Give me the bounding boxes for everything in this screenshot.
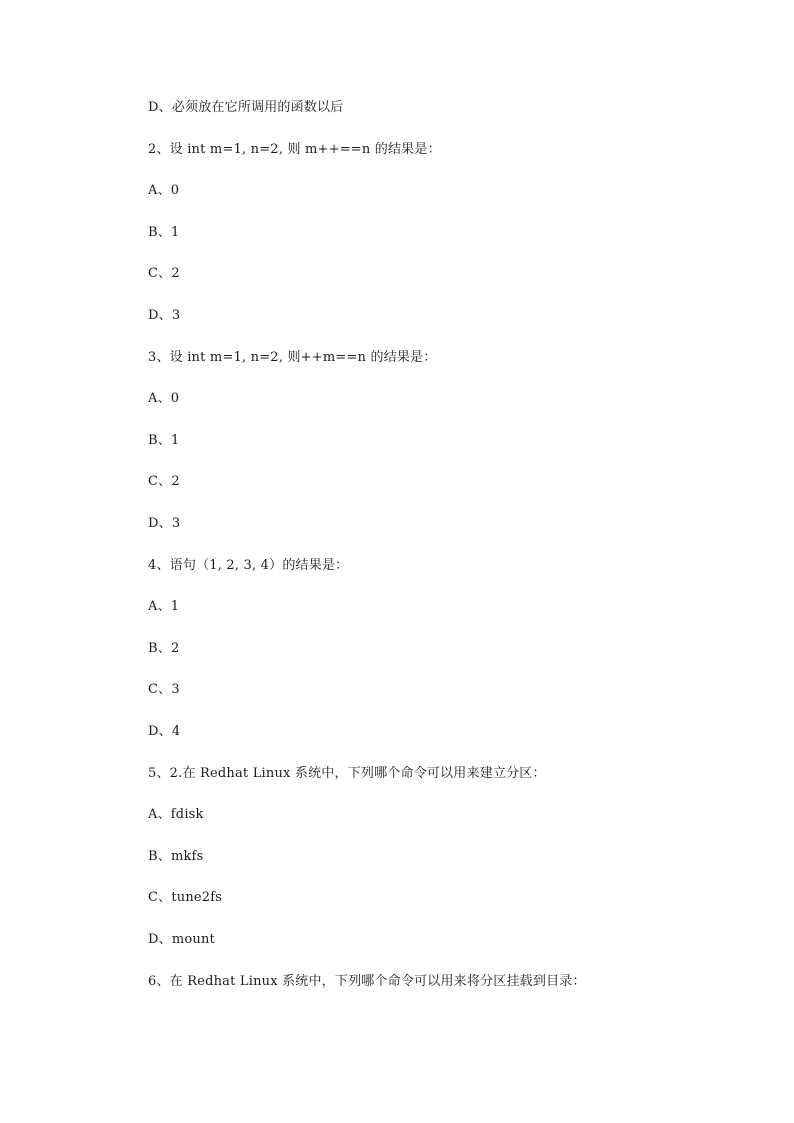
option-c-q4: C、3	[148, 682, 180, 697]
option-d-q4: D、4	[148, 724, 181, 739]
option-a-q3: A、0	[148, 391, 180, 406]
option-c-q2: C、2	[148, 266, 180, 281]
option-b-q5: B、mkfs	[148, 849, 204, 864]
option-a-q4: A、1	[148, 599, 180, 614]
option-c-q3: C、2	[148, 474, 180, 489]
option-b-q4: B、2	[148, 641, 180, 656]
option-d-q3: D、3	[148, 516, 181, 531]
question-4: 4、语句（1, 2, 3, 4）的结果是：	[148, 558, 349, 573]
option-b-q3: B、1	[148, 433, 180, 448]
option-a-q5: A、fdisk	[148, 807, 204, 822]
question-6: 6、在 Redhat Linux 系统中，下列哪个命令可以用来将分区挂载到目录：	[148, 974, 586, 989]
option-d-q5: D、mount	[148, 932, 215, 947]
question-3: 3、设 int m=1, n=2, 则++m==n 的结果是：	[148, 350, 437, 365]
option-c-q5: C、tune2fs	[148, 890, 223, 905]
question-2: 2、设 int m=1, n=2, 则 m++==n 的结果是：	[148, 142, 441, 157]
option-d-q1: D、必须放在它所调用的函数以后	[148, 100, 344, 115]
question-5: 5、2.在 Redhat Linux 系统中，下列哪个命令可以用来建立分区：	[148, 766, 546, 781]
option-a-q2: A、0	[148, 183, 180, 198]
option-d-q2: D、3	[148, 308, 181, 323]
option-b-q2: B、1	[148, 225, 180, 240]
